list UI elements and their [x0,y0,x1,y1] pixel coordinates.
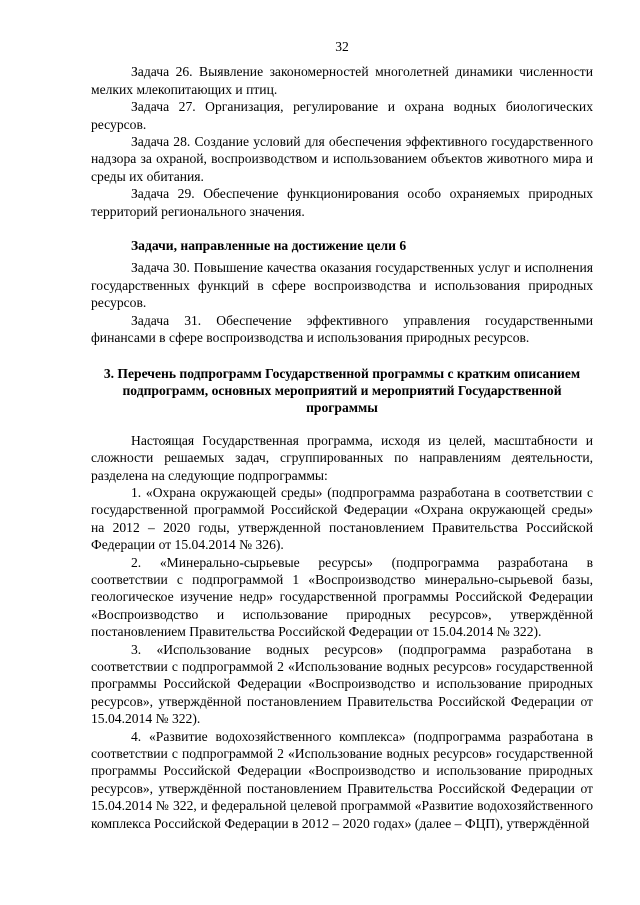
subprogram-3-paragraph: 3. «Использование водных ресурсов» (подпрограмма разработана в соответствии с подпрограммой 2 «Использование водных ресурсов» государственной программы Российской Федерации «Воспроизводство и использование природных ресурсов», утверждённой постановлением Правительства Российской Федерации от 15.04.2014 № 322). [91,641,593,727]
task-31-paragraph: Задача 31. Обеспечение эффективного управления государственными финансами в сфере воспроизводства и использования природных ресурсов. [91,312,593,346]
task-27-paragraph: Задача 27. Организация, регулирование и охрана водных биологических ресурсов. [91,99,593,132]
subprogram-2-paragraph: 2. «Минерально-сырьевые ресурсы» (подпрограмма разработана в соответствии с подпрограммой 1 «Воспроизводство минерально-сырьевой базы, геологическое изучение недр» государственной программы Российской Федерации «Воспроизводство и использование природных ресурсов», утверждённой постановлением Правительства Российской Федерации от 15.04.2014 № 322). [91,554,593,640]
task-28-paragraph: Задача 28. Создание условий для обеспечения эффективного государственного надзора за охраной, воспроизводством и использованием объектов животного мира и среды их обитания. [91,134,593,184]
intro-paragraph: Настоящая Государственная программа, исходя из целей, масштабности и сложности решаемых задач, сгруппированных по направлениям деятельности, разделена на следующие подпрограммы: [91,432,593,483]
document-page [91,38,593,832]
page-number: 32 [335,39,349,54]
goal-6-heading: Задачи, направленные на достижение цели 6 [131,238,407,254]
task-26-paragraph: Задача 26. Выявление закономерностей многолетней динамики численности мелких млекопитающих и птиц. [91,64,593,97]
subprogram-4-paragraph: 4. «Развитие водохозяйственного комплекса» (подпрограмма разработана в соответствии с подпрограммой 2 «Использование водных ресурсов» государственной программы Российской Федерации «Воспроизводство и использование природных ресурсов», утверждённой постановлением Правительства Российской Федерации от 15.04.2014 № 322, и федеральной целевой программой «Развитие водохозяйственного комплекса Российской Федерации в 2012 – 2020 годах» (далее – ФЦП), утверждённой [91,728,593,831]
task-29-paragraph: Задача 29. Обеспечение функционирования особо охраняемых природных территорий регионального значения. [91,186,593,219]
section-3-heading: 3. Перечень подпрограмм Государственной программы с кратким описанием подпрограмм, основных мероприятий и мероприятий Государственной программы [103,365,581,416]
task-30-paragraph: Задача 30. Повышение качества оказания государственных услуг и исполнения государственных функций в сфере воспроизводства и использования природных ресурсов. [91,260,593,311]
subprogram-1-paragraph: 1. «Охрана окружающей среды» (подпрограмма разработана в соответствии с государственной программой Российской Федерации «Охрана окружающей среды» на 2012 – 2020 годы, утвержденной постановлением Правительства Российской Федерации от 15.04.2014 № 326). [91,484,593,553]
